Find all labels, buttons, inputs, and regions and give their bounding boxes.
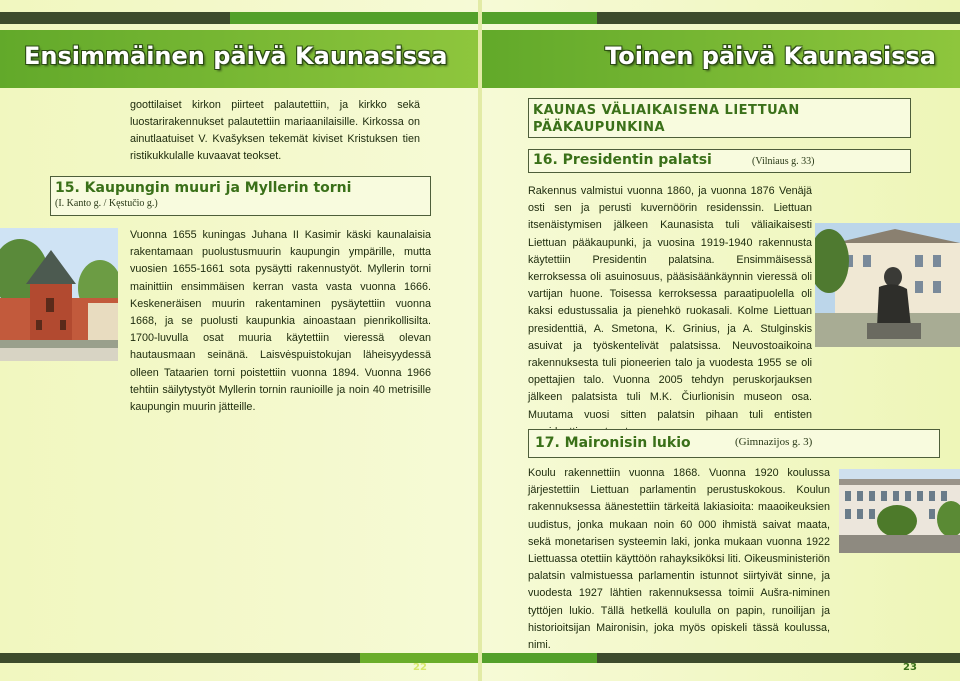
school-building-image bbox=[839, 469, 960, 553]
sight-17-address: (Gimnazijos g. 3) bbox=[735, 436, 813, 448]
palace-statue-photo bbox=[815, 223, 960, 347]
title-band-right bbox=[482, 30, 960, 88]
sight-16-body-top bbox=[528, 183, 812, 441]
bottom-green-bar-right bbox=[482, 653, 597, 663]
sight-16-heading: 16. Presidentin palatsi bbox=[533, 152, 712, 168]
bottom-dark-bar bbox=[0, 653, 360, 663]
top-dark-bar bbox=[0, 12, 230, 24]
left-page bbox=[0, 0, 478, 681]
right-page bbox=[482, 0, 960, 681]
sight-15-heading: 15. Kaupungin muuri ja Myllerin torni bbox=[55, 180, 352, 196]
page-title: Ensimmäinen päivä Kaunasissa bbox=[24, 42, 448, 70]
intro-paragraph: goottilaiset kirkon piirteet palautettiin, ja kirkko sekä luostarirakennukset palautettiin mariaanilaisille. Kirkossa on ainutlaatuiset V. Kvašyksen tekemät kiviset Kristuksen tien ristikukkulalle kuvaavat teokset. bbox=[130, 99, 420, 162]
section-heading: KAUNAS VÄLIAIKAISENA LIETTUAN PÄÄKAUPUNKINA bbox=[533, 103, 800, 135]
page-number-left: 22 bbox=[413, 662, 427, 673]
top-dark-bar-right bbox=[597, 12, 960, 24]
section-heading-box bbox=[528, 98, 911, 138]
sight-15-body: Vuonna 1655 kuningas Juhana II Kasimir käski kaunalaisia rakentamaan puolustusmuurin kaupungin ympärille, mutta vuosien 1655-1661 sota pysäytti rakennustyöt. Myllerin torni mainittiin ensimmäisen kerran vasta vasta vuonna 1666. Keskeneräisen muurin rakentaminen pysäytettiin vuonna 1668, ja se puolusti kaupunkia ainoastaan pienrikollisilta. 1700-luvulla osat muuria käytettiin vieressä olevan hautausmaan seinänä. Laisvėspuistokujan läheisyydessä olleen Tataarien torni poistettiin vuonna 1894. Vuonna 1966 tehtiin säilytystyöt Myllerin tornin raunioille ja noin 40 metrisille kaupungin muurin jätteille. bbox=[130, 229, 431, 414]
sight-17-heading-box bbox=[528, 429, 940, 458]
tower-photo-image bbox=[0, 228, 118, 361]
top-green-bar-right bbox=[482, 12, 597, 24]
sight-16-address: (Vilniaus g. 33) bbox=[752, 156, 815, 167]
title-band bbox=[0, 30, 478, 88]
tower-photo bbox=[0, 228, 118, 361]
sight-16-body: Rakennus valmistui vuonna 1860, ja vuonna 1876 Venäjä osti sen ja perusti kuvernöörin residenssin. Liettuan itsenäistymisen jälkeen Kaunasista tuli väliaikaisesti Liettuan pääkaupunki, ja vuosina 1919-1940 rakennusta käytettiin Presidentin palatsina. Ensimmäisessä kerroksessa oli asuinosuus, pääsisäänkäynnin vieressä oli vartijan huone. Toisessa kerroksessa paraatipuolella oli kaksi edustussalia ja pienehkö ruokasali. Kolme Liettuan presidenttiä, A. Smetona, K. Grinius, ja A. Stulginskis asuivat ja työskentelivät palatsissa. Neuvostoaikoina rakennuksesta tuli pioneerien talo ja vuodesta 1955 se oli opettajien talo. Vuonna 2005 tehdyn peruskorjauksen jälkeen palatsista tuli M.K. Čiurlionisin museon osa. Muutama vuosi sitten palatsin pihaan tuli entisten bbox=[528, 185, 812, 421]
sight-17-body: Koulu rakennettiin vuonna 1868. Vuonna 1920 koulussa järjestettiin Liettuan parlamentin perustuskokous. Koulun rakennuksessa äänestettiin tärkeitä lakiasioita: maaoikeuksien uudistus, jonka mukaan noin 60 000 ihmistä saivat maata, sekä monetarisen systeemin laki, jonka mukaan vuonna 1922 Liettuassa otettiin käyttöön rahayksiköksi liti. Oikeusministeriön palatsin valmistuessa parlamentin istunnot siirtyivät sinne, ja vuodesta 1927 lähtien rakennuksessa toimii Aušra-niminen tyttöjen lukio. Tällä hetkellä koululla on papin, runoilijan ja historioitsijan Maironisin, joka myös opiskeli tässä koulussa, nimi. bbox=[528, 467, 830, 652]
palace-statue-image bbox=[815, 223, 960, 347]
sight-15-address: (I. Kanto g. / Kęstučio g.) bbox=[55, 198, 158, 209]
page-number-right: 23 bbox=[903, 662, 917, 673]
sight-15-heading-box bbox=[50, 176, 431, 216]
sight-17-heading: 17. Maironisin lukio bbox=[535, 435, 691, 451]
top-green-bar bbox=[230, 12, 478, 24]
sight-16-heading-box bbox=[528, 149, 911, 173]
page-title-right: Toinen päivä Kaunasissa bbox=[605, 42, 936, 70]
school-building-photo bbox=[839, 469, 960, 553]
